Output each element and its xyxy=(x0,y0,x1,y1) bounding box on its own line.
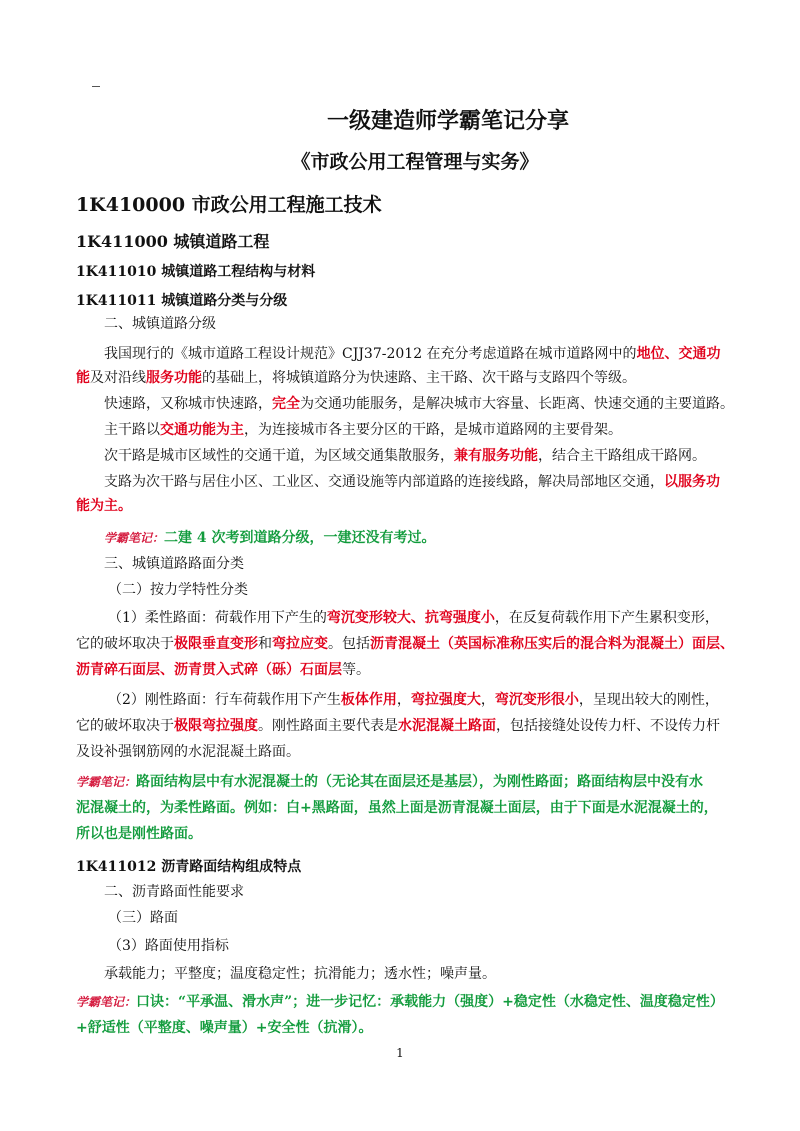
paragraph-subheading: （三）路面 xyxy=(108,910,178,926)
paragraph: 支路为次干路与居住小区、工业区、交通设施等内部道路的连接线路，解决局部地区交通，以服务功 xyxy=(104,474,720,490)
page-title: 一级建造师学霸笔记分享 xyxy=(326,108,569,134)
paragraph: 承载能力；平整度；温度稳定性；抗滑能力；透水性；噪声量。 xyxy=(104,966,496,982)
paragraph-heading: 三、城镇道路路面分类 xyxy=(104,556,244,572)
paragraph-heading: 二、城镇道路分级 xyxy=(104,316,216,332)
study-note: 学霸笔记：路面结构层中有水泥混凝土的（无论其在面层还是基层），为刚性路面；路面结构层中没有水 xyxy=(76,774,704,790)
page-subtitle: 《市政公用工程管理与实务》 xyxy=(291,151,539,173)
paragraph: （2）刚性路面：行车荷载作用下产生板体作用，弯拉强度大，弯沉变形很小，呈现出较大的刚性， xyxy=(108,692,719,708)
paragraph: 次干路是城市区域性的交通干道，为区域交通集散服务，兼有服务功能，结合主干路组成干路网。 xyxy=(104,448,706,464)
topic-heading: 1K411012 沥青路面结构组成特点 xyxy=(76,859,302,875)
paragraph: 能及对沿线服务功能的基础上，将城镇道路分为快速路、主干路、次干路与支路四个等级。 xyxy=(76,370,636,386)
subsection-heading: 1K411010 城镇道路工程结构与材料 xyxy=(76,264,316,280)
section-heading: 1K411000 城镇道路工程 xyxy=(76,232,270,251)
paragraph: 主干路以交通功能为主，为连接城市各主要分区的干路，是城市道路网的主要骨架。 xyxy=(104,422,622,438)
chapter-heading: 1K410000 市政公用工程施工技术 xyxy=(76,194,382,216)
paragraph: 它的破坏取决于极限弯拉强度。刚性路面主要代表是水泥混凝土路面，包括接缝处设传力杆、不设传力杆 xyxy=(76,718,720,734)
paragraph: 它的破坏取决于极限垂直变形和弯拉应变。包括沥青混凝土（英国标准称压实后的混合料为混凝土）面层、 xyxy=(76,636,734,652)
paragraph-heading: 二、沥青路面性能要求 xyxy=(104,884,244,900)
paragraph: 及设补强钢筋网的水泥混凝土路面。 xyxy=(76,744,300,760)
page-number: 1 xyxy=(396,1046,404,1060)
study-note: 学霸笔记：二建 4 次考到道路分级，一建还没有考过。 xyxy=(104,530,436,546)
study-note: 学霸笔记：口诀：“平承温、滑水声”；进一步记忆：承载能力（强度）+稳定性（水稳定性、温度稳定性） xyxy=(76,994,724,1010)
paragraph: 沥青碎石面层、沥青贯入式碎（砾）石面层等。 xyxy=(76,662,370,678)
paragraph: 快速路，又称城市快速路，完全为交通功能服务，是解决城市大容量、长距离、快速交通的主要道路。 xyxy=(104,396,734,412)
corner-mark xyxy=(92,86,100,87)
study-note: 泥混凝土的，为柔性路面。例如：白+黑路面，虽然上面是沥青混凝土面层，由于下面是水泥混凝土的， xyxy=(76,800,718,816)
paragraph: 我国现行的《城市道路工程设计规范》CJJ37-2012 在充分考虑道路在城市道路网中的地位、交通功 xyxy=(104,346,721,362)
paragraph: 能为主。 xyxy=(76,498,132,514)
study-note: +舒适性（平整度、噪声量）+安全性（抗滑）。 xyxy=(76,1020,373,1036)
paragraph: （1）柔性路面：荷载作用下产生的弯沉变形较大、抗弯强度小，在反复荷载作用下产生累积变形， xyxy=(108,610,719,626)
paragraph-subheading: （二）按力学特性分类 xyxy=(108,582,248,598)
topic-heading: 1K411011 城镇道路分类与分级 xyxy=(76,293,288,309)
study-note: 所以也是刚性路面。 xyxy=(76,826,202,842)
paragraph-subheading: （3）路面使用指标 xyxy=(108,938,229,954)
